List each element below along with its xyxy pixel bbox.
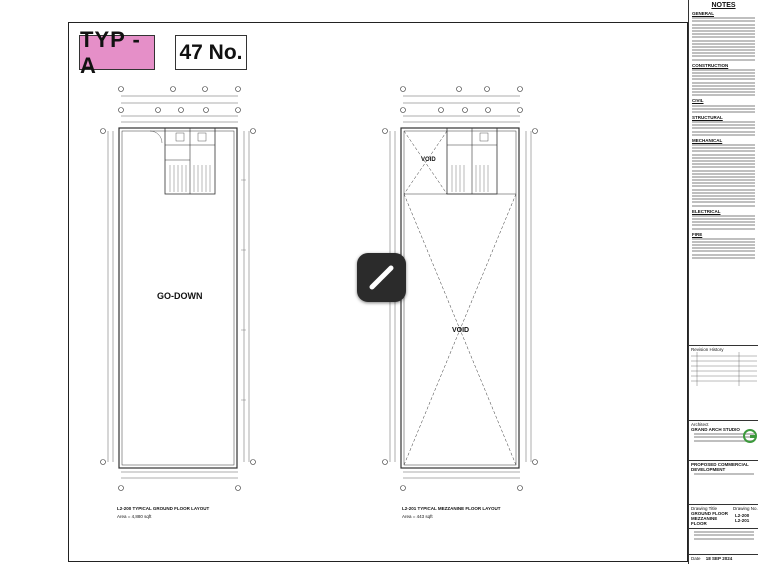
revision-history-label: Revision History [691, 347, 724, 352]
drawing-meta-block [689, 528, 758, 554]
notes-heading: NOTES [711, 2, 736, 9]
drawing-nos: L2-200 L2-201 [735, 513, 750, 523]
date-block [689, 554, 758, 564]
date-value: 18 SEP 2024 [705, 556, 733, 561]
godown-label: GO-DOWN [157, 291, 203, 301]
revision-grid [691, 352, 757, 386]
notes-section-mechanical: MECHANICAL [692, 137, 723, 143]
notes-panel [688, 0, 758, 564]
mezzanine-floor-area: Area = 443 sqft [402, 514, 433, 519]
notes-section-electrical: ELECTRICAL [692, 208, 721, 214]
architect-role: Architect [691, 422, 709, 427]
grid-bubbles-ground-top [119, 87, 241, 113]
drawing-no-label: Drawing No. [733, 506, 758, 511]
void-label-main: VOID [452, 327, 470, 334]
void-label-top: VOID [421, 157, 436, 163]
project-block [689, 460, 758, 498]
notes-section-structural: STRUCTURAL [692, 114, 723, 120]
drawing-title-block [689, 504, 758, 528]
type-badge: TYP - A [79, 35, 155, 70]
notes-section-general: GENERAL [692, 11, 715, 16]
architect-firm: GRAND ARCH STUDIO [691, 427, 740, 432]
architect-block [689, 420, 758, 460]
notes-section-fire: FIRE [692, 231, 703, 237]
revision-history-table [689, 345, 758, 387]
firm-leaf-icon [743, 429, 757, 443]
drawing-title-label: Drawing Title [691, 506, 718, 511]
ground-floor-area: Area = 4,880 sqft [117, 514, 152, 519]
mezzanine-floor-title: L2-201 TYPICAL MEZZANINE FLOOR LAYOUT [402, 506, 501, 511]
notes-section-civil: CIVIL [692, 98, 704, 104]
slash-glyph [357, 253, 406, 302]
count-badge: 47 No. [175, 35, 247, 70]
drawing-title: GROUND FLOOR MEZZANINE FLOOR [691, 511, 728, 526]
date-label: Date [691, 556, 701, 561]
grid-bubbles-mezz-top [401, 87, 523, 113]
slash-logo-icon[interactable] [357, 253, 406, 302]
project-name: PROPOSED COMMERCIAL DEVELOPMENT [691, 462, 749, 472]
notes-section-construction: CONSTRUCTION [692, 62, 729, 68]
ground-floor-title: L2-200 TYPICAL GROUND FLOOR LAYOUT [117, 506, 210, 511]
